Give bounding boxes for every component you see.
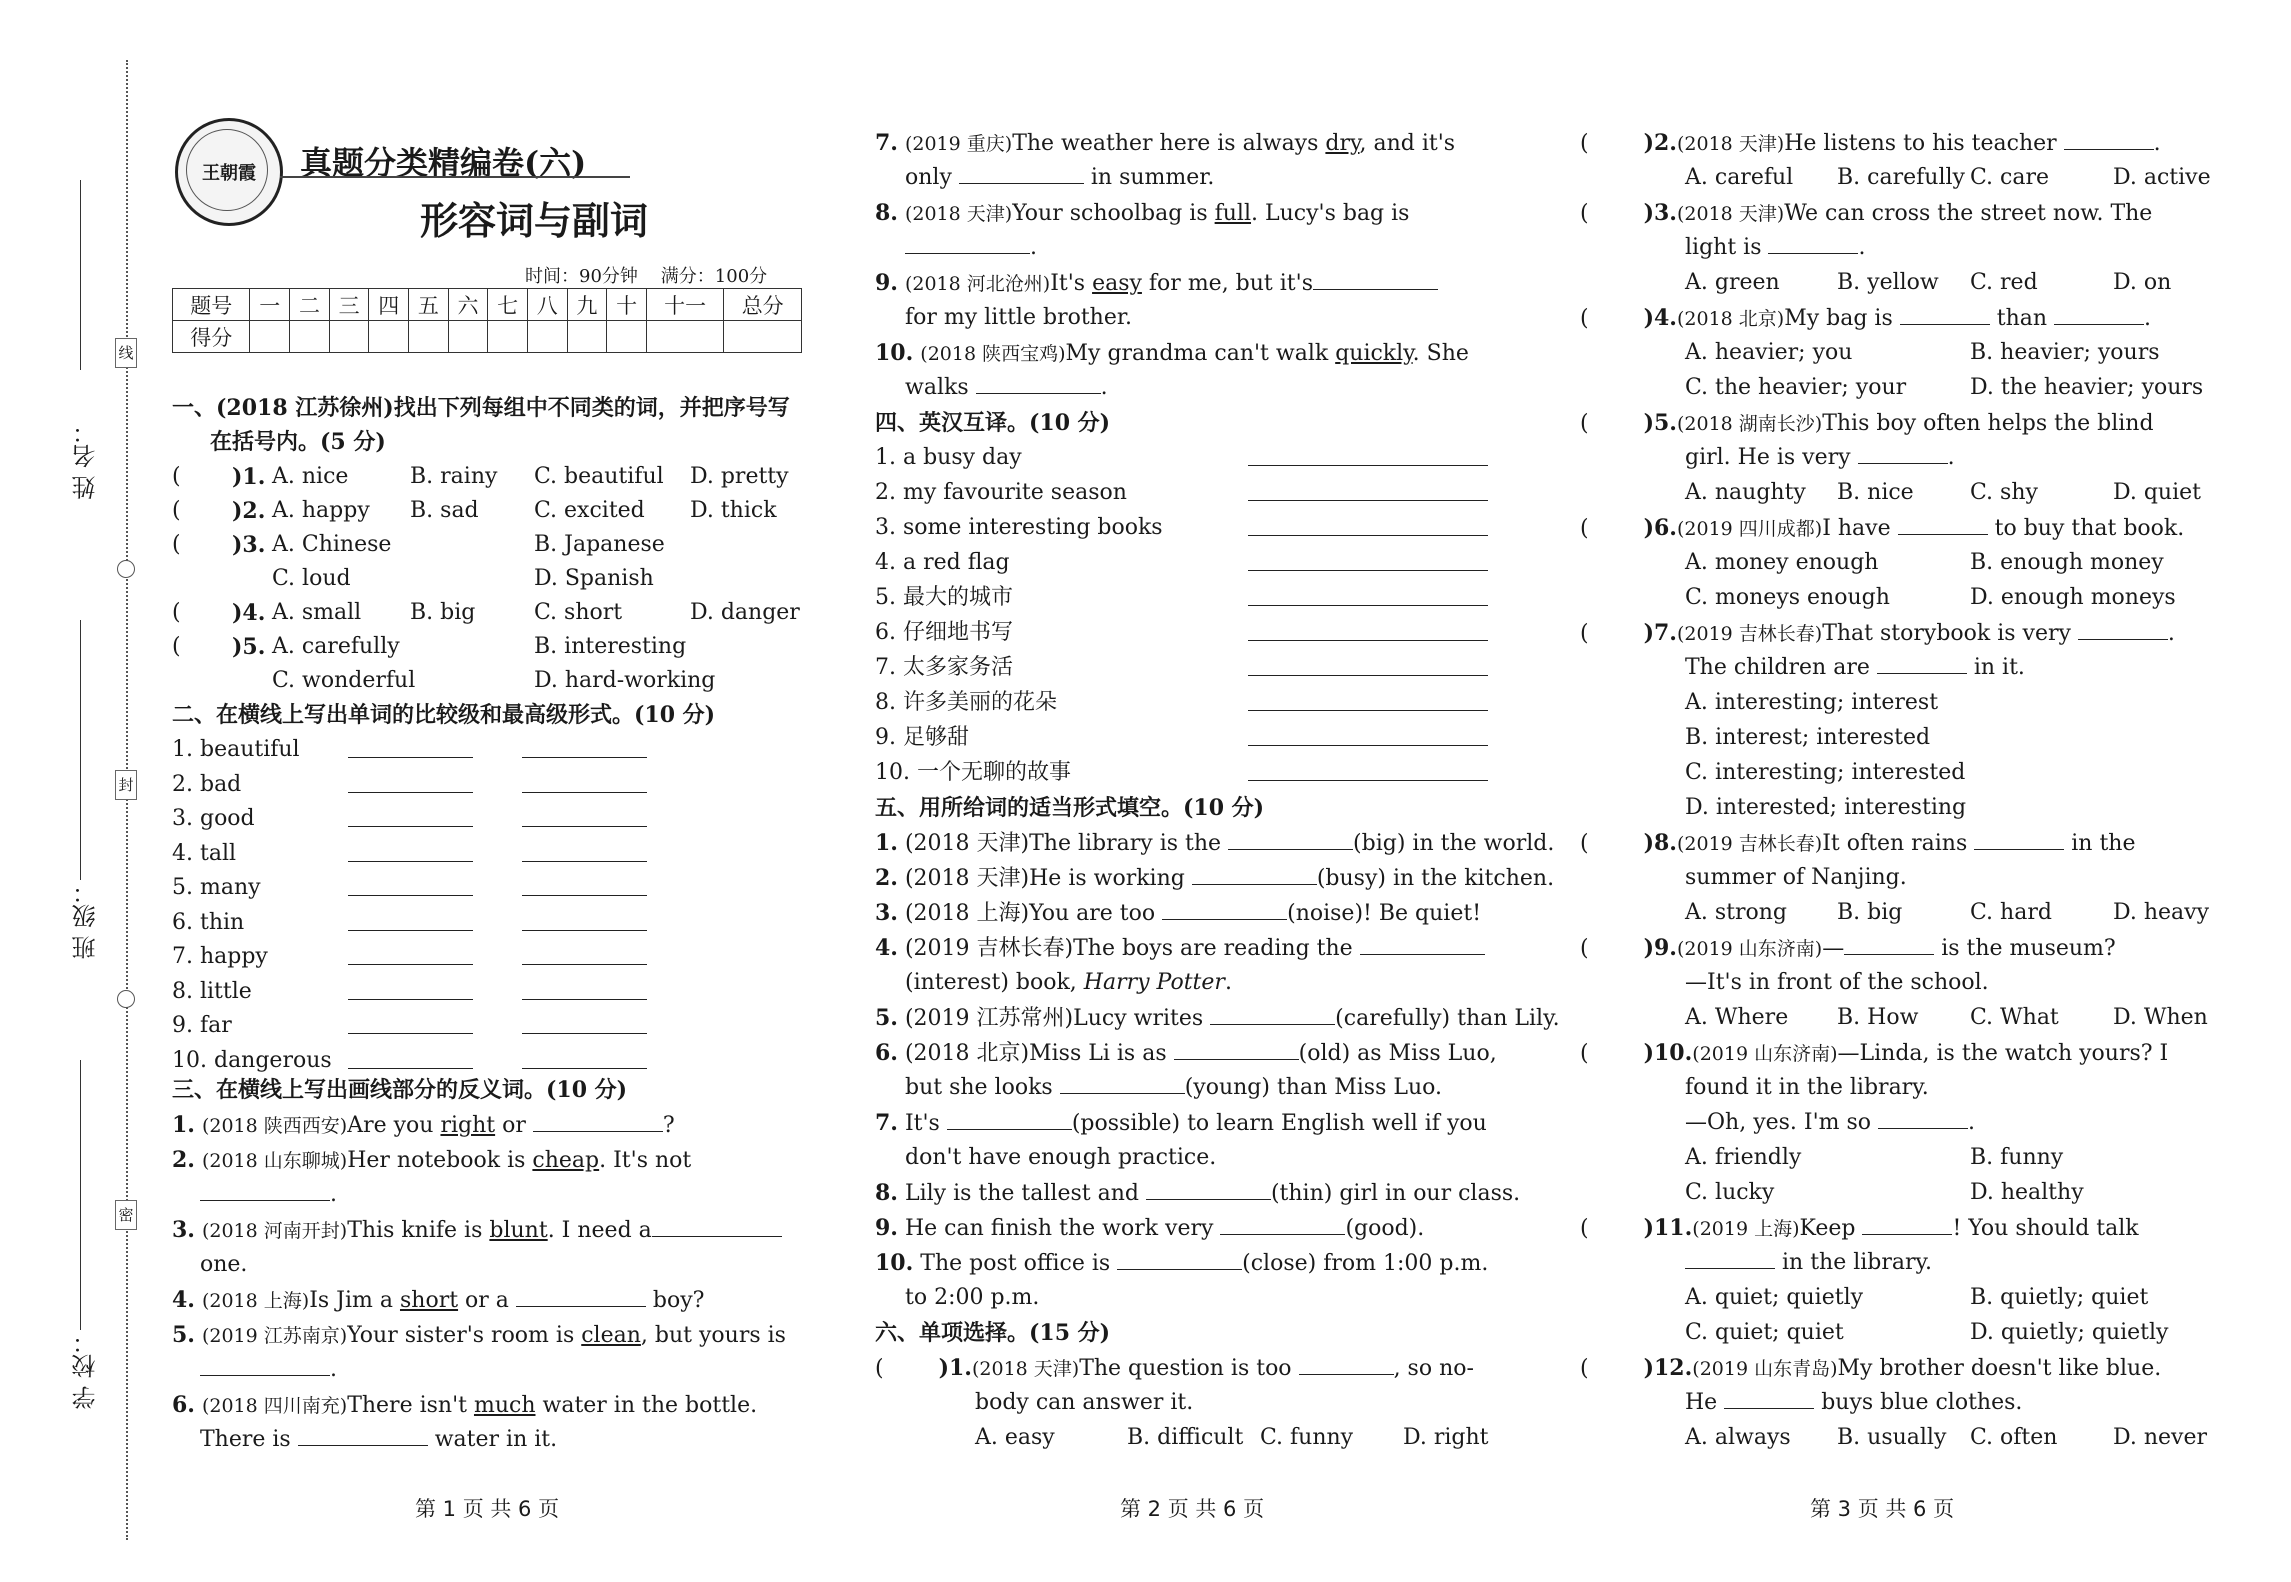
section1-heading-2: 在括号内。(5 分) (210, 429, 386, 455)
answer-blank[interactable] (1220, 1216, 1345, 1235)
page-title: 形容词与副词 (420, 199, 649, 243)
option[interactable]: A. money enough (1685, 550, 1879, 575)
s5-line: 10. The post office is (close) from 1:00 p.m. (875, 1250, 1489, 1276)
binding-dot-icon (117, 560, 135, 578)
answer-blank[interactable] (1174, 1041, 1299, 1060)
option-c[interactable]: C. What (1970, 1005, 2059, 1030)
score-header: 八 (527, 289, 567, 321)
score-cell[interactable] (724, 321, 802, 353)
p2-q10: 10. (2018 陕西宝鸡)My grandma can't walk quickly. She (875, 340, 1469, 366)
s5-line: 6. (2018 北京)Miss Li is as (old) as Miss Luo, (875, 1040, 1497, 1066)
answer-blank[interactable] (1228, 831, 1353, 850)
option[interactable]: C. the heavier; your (1685, 375, 1907, 400)
answer-blank[interactable] (200, 1357, 330, 1376)
s3-q1: 1. (2018 陕西西安)Are you right or ? (172, 1112, 675, 1138)
p2-q8: 8. (2018 天津)Your schoolbag is full. Lucy's bag is (875, 200, 1410, 226)
s6-question-line: girl. He is very . (1685, 445, 1955, 470)
s4-item: 5. 最大的城市 (875, 585, 1013, 610)
s6-question: ( )4.(2018 北京)My bag is than . (1580, 305, 2152, 331)
option-c[interactable]: C. hard (1970, 900, 2052, 925)
answer-blank[interactable] (2064, 131, 2154, 150)
answer-blank[interactable] (1192, 866, 1317, 885)
s3-q6-b: There is water in it. (200, 1427, 558, 1452)
option-a[interactable]: A. green (1685, 270, 1780, 295)
comparative-blank[interactable] (348, 930, 473, 931)
answer-blank[interactable] (2054, 306, 2144, 325)
binding-fields (60, 0, 120, 1582)
answer-blank[interactable] (1768, 235, 1858, 254)
comparative-blank[interactable] (348, 1068, 473, 1069)
s2-item: 9. far (172, 1013, 232, 1038)
answer-blank[interactable] (533, 1113, 663, 1132)
s5-line: 8. Lily is the tallest and (thin) girl in our class. (875, 1180, 1521, 1206)
option-a[interactable]: A. careful (1685, 165, 1794, 190)
s3-q4: 4. (2018 上海)Is Jim a short or a boy? (172, 1287, 705, 1313)
s4-item: 10. 一个无聊的故事 (875, 760, 1071, 785)
logo (175, 118, 283, 226)
option[interactable]: C. quiet; quiet (1685, 1320, 1844, 1345)
p2-q8-b: . (905, 233, 1037, 263)
option[interactable]: B. enough money (1970, 550, 2164, 575)
s6-question: ( )10.(2019 山东济南)—Linda, is the watch yours? I (1580, 1040, 2169, 1066)
option[interactable]: D. enough moneys (1970, 585, 2176, 610)
answer-blank[interactable] (1313, 271, 1438, 290)
series-title: 真题分类精编卷(六) (300, 144, 587, 182)
s6-question-line: The children are in it. (1685, 655, 2025, 680)
page-number-1: 第 1 页 共 6 页 (415, 1497, 560, 1521)
translation-blank[interactable] (1248, 710, 1488, 711)
superlative-blank[interactable] (522, 861, 647, 862)
translation-blank[interactable] (1248, 605, 1488, 606)
option-c[interactable]: C. shy (1970, 480, 2038, 505)
option[interactable]: D. interested; interesting (1685, 795, 1967, 820)
option[interactable]: A. heavier; you (1685, 340, 1853, 365)
answer-blank[interactable] (1299, 1356, 1394, 1375)
answer-blank[interactable] (1146, 1181, 1271, 1200)
s5-line: 5. (2019 江苏常州)Lucy writes (carefully) than Lily. (875, 1005, 1560, 1031)
answer-blank[interactable] (652, 1218, 782, 1237)
answer-blank[interactable] (1162, 901, 1287, 920)
option-a[interactable]: A. Where (1685, 1005, 1789, 1030)
translation-blank[interactable] (1248, 780, 1488, 781)
translation-blank[interactable] (1248, 675, 1488, 676)
superlative-blank[interactable] (522, 895, 647, 896)
binding-line (126, 60, 128, 1540)
comparative-blank[interactable] (348, 792, 473, 793)
answer-blank[interactable] (1974, 831, 2064, 850)
answer-blank[interactable] (1844, 936, 1934, 955)
option[interactable]: C. lucky (1685, 1180, 1775, 1205)
score-cell[interactable] (250, 321, 290, 353)
s4-item: 2. my favourite season (875, 480, 1127, 505)
answer-blank[interactable] (1117, 1251, 1242, 1270)
option[interactable]: D. the heavier; yours (1970, 375, 2204, 400)
option[interactable]: D. quietly; quietly (1970, 1320, 2169, 1345)
s3-q2-b: . (200, 1180, 337, 1210)
superlative-blank[interactable] (522, 792, 647, 793)
class-label: 班 级： (72, 880, 100, 960)
superlative-blank[interactable] (522, 1068, 647, 1069)
s5-line: 1. (2018 天津)The library is the (big) in the world. (875, 830, 1555, 856)
s5-line: don't have enough practice. (905, 1145, 1217, 1170)
s3-q3-b: one. (200, 1252, 248, 1277)
s3-q6: 6. (2018 四川南充)There isn't much water in the bottle. (172, 1392, 758, 1418)
s6-question: ( )2.(2018 天津)He listens to his teacher . (1580, 130, 2161, 156)
answer-blank[interactable] (947, 1111, 1072, 1130)
score-header: 题号 (173, 289, 250, 321)
s6-question: ( )7.(2019 吉林长春)That storybook is very . (1580, 620, 2175, 646)
option[interactable]: D. healthy (1970, 1180, 2084, 1205)
s2-item: 2. bad (172, 771, 242, 797)
section6-heading: 六、单项选择。(15 分) (875, 1320, 1111, 1346)
score-header: 七 (488, 289, 528, 321)
seal-line-tag: 线 (115, 338, 137, 368)
superlative-blank[interactable] (522, 826, 647, 827)
option-c[interactable]: C. care (1970, 165, 2050, 190)
option[interactable]: B. interest; interested (1685, 725, 1931, 750)
superlative-blank[interactable] (522, 1033, 647, 1034)
answer-blank[interactable] (1685, 1250, 1775, 1269)
s6-question-line: summer of Nanjing. (1685, 865, 1907, 890)
score-cell[interactable] (448, 321, 488, 353)
answer-blank[interactable] (1900, 306, 1990, 325)
score-header: 十 (607, 289, 647, 321)
s5-line: (interest) book, Harry Potter. (905, 970, 1232, 995)
answer-blank[interactable] (959, 165, 1084, 184)
option-a[interactable]: A. always (1685, 1425, 1791, 1450)
title-underline (280, 176, 630, 178)
s5-line: 4. (2019 吉林长春)The boys are reading the (875, 933, 1485, 964)
s3-q5: 5. (2019 江苏南京)Your sister's room is clean, but yours is (172, 1322, 786, 1348)
option[interactable]: B. heavier; yours (1970, 340, 2160, 365)
superlative-blank[interactable] (522, 999, 647, 1000)
answer-blank[interactable] (200, 1182, 330, 1201)
s6-question-line: —Oh, yes. I'm so . (1685, 1110, 1976, 1135)
s2-item: 7. happy (172, 944, 268, 969)
s6-q1: ( )1.(2018 天津)The question is too , so no- (875, 1355, 1474, 1381)
score-header: 二 (290, 289, 330, 321)
score-header: 五 (409, 289, 449, 321)
score-header: 总分 (724, 289, 802, 321)
s3-q3: 3. (2018 河南开封)This knife is blunt. I need a (172, 1215, 782, 1246)
option-b[interactable]: B. carefully (1837, 165, 1965, 190)
option-a[interactable]: A. naughty (1685, 480, 1806, 505)
s4-item: 8. 许多美丽的花朵 (875, 690, 1057, 715)
s2-item: 6. thin (172, 909, 245, 935)
name-label: 姓 名： (72, 420, 100, 500)
s4-item: 1. a busy day (875, 445, 1022, 470)
option[interactable]: A. friendly (1685, 1145, 1802, 1170)
option-d[interactable]: D. quiet (2113, 480, 2201, 505)
s2-item: 1. beautiful (172, 737, 300, 762)
score-cell[interactable] (488, 321, 528, 353)
option-c[interactable]: C. red (1970, 270, 2038, 295)
option-a[interactable]: A. strong (1685, 900, 1788, 925)
s3-q5-b: . (200, 1355, 337, 1385)
s5-line: to 2:00 p.m. (905, 1285, 1040, 1310)
s5-line: 7. It's (possible) to learn English well if you (875, 1110, 1487, 1136)
s4-item: 6. 仔细地书写 (875, 620, 1013, 645)
page-number-2: 第 2 页 共 6 页 (1120, 1497, 1265, 1521)
s6-question: ( )3.(2018 天津)We can cross the street now. The (1580, 200, 2153, 226)
s2-item: 10. dangerous (172, 1047, 332, 1073)
answer-blank[interactable] (516, 1288, 646, 1307)
page-number-3: 第 3 页 共 6 页 (1810, 1497, 1955, 1521)
score-label: 得分 (173, 321, 250, 353)
superlative-blank[interactable] (522, 964, 647, 965)
answer-blank[interactable] (1878, 1110, 1968, 1129)
s5-line: 3. (2018 上海)You are too (noise)! Be quiet! (875, 900, 1482, 926)
translation-blank[interactable] (1248, 465, 1488, 466)
score-cell[interactable] (290, 321, 330, 353)
answer-blank[interactable] (1060, 1075, 1185, 1094)
option-d[interactable]: D. on (2113, 270, 2172, 295)
comparative-blank[interactable] (348, 999, 473, 1000)
comparative-blank[interactable] (348, 861, 473, 862)
s4-item: 7. 太多家务活 (875, 655, 1013, 680)
s2-item: 5. many (172, 875, 261, 900)
translation-blank[interactable] (1248, 640, 1488, 641)
s6-question-line: —It's in front of the school. (1685, 970, 1989, 995)
comparative-blank[interactable] (348, 826, 473, 827)
option-b[interactable]: B. usually (1837, 1425, 1947, 1450)
score-cell[interactable] (329, 321, 369, 353)
score-cell[interactable] (646, 321, 723, 353)
option-d[interactable]: D. active (2113, 165, 2211, 190)
option-d[interactable]: D. never (2113, 1425, 2207, 1450)
score-header: 六 (448, 289, 488, 321)
answer-blank[interactable] (905, 235, 1030, 254)
p2-q10-b: walks . (905, 375, 1108, 400)
s6-question-line: in the library. (1685, 1248, 1932, 1278)
option[interactable]: A. interesting; interest (1685, 690, 1939, 715)
s6-question-line: found it in the library. (1685, 1075, 1929, 1100)
score-cell[interactable] (527, 321, 567, 353)
s5-line: 2. (2018 天津)He is working (busy) in the kitchen. (875, 865, 1555, 891)
translation-blank[interactable] (1248, 570, 1488, 571)
score-header: 三 (329, 289, 369, 321)
option[interactable]: C. interesting; interested (1685, 760, 1966, 785)
p2-q7: 7. (2019 重庆)The weather here is always dry, and it's (875, 130, 1456, 156)
s4-item: 3. some interesting books (875, 515, 1163, 540)
answer-blank[interactable] (1862, 1216, 1952, 1235)
s5-line: but she looks (young) than Miss Luo. (905, 1075, 1443, 1100)
answer-blank[interactable] (1898, 516, 1988, 535)
option-b[interactable]: B. nice (1837, 480, 1914, 505)
s3-q2: 2. (2018 山东聊城)Her notebook is cheap. It's not (172, 1147, 692, 1173)
score-table (172, 288, 802, 353)
s6-question-line: He buys blue clothes. (1685, 1390, 2023, 1415)
section5-heading: 五、用所给词的适当形式填空。(10 分) (875, 795, 1265, 821)
s4-item: 4. a red flag (875, 550, 1010, 575)
section3-heading: 三、在横线上写出画线部分的反义词。(10 分) (172, 1077, 628, 1103)
section4-heading: 四、英汉互译。(10 分) (875, 410, 1111, 436)
answer-blank[interactable] (298, 1427, 428, 1446)
p2-q7-b: only in summer. (905, 165, 1215, 190)
seal-secret-tag: 密 (115, 1200, 137, 1230)
score-cell[interactable] (567, 321, 607, 353)
s6-question: ( )6.(2019 四川成都)I have to buy that book. (1580, 515, 2185, 541)
option-d[interactable]: D. heavy (2113, 900, 2210, 925)
s6-question: ( )12.(2019 山东青岛)My brother doesn't like blue. (1580, 1355, 2162, 1381)
score-header: 四 (369, 289, 409, 321)
p2-q9-b: for my little brother. (905, 305, 1132, 330)
s5-line: 9. He can finish the work very (good). (875, 1215, 1425, 1241)
answer-blank[interactable] (1210, 1006, 1335, 1025)
school-label: 学 校： (72, 1330, 100, 1410)
s2-item: 3. good (172, 806, 255, 831)
comparative-blank[interactable] (348, 1033, 473, 1034)
translation-blank[interactable] (1248, 535, 1488, 536)
score-header: 一 (250, 289, 290, 321)
superlative-blank[interactable] (522, 930, 647, 931)
comparative-blank[interactable] (348, 895, 473, 896)
score-cell[interactable] (369, 321, 409, 353)
s6-question: ( )11.(2019 上海)Keep ! You should talk (1580, 1215, 2139, 1241)
comparative-blank[interactable] (348, 757, 473, 758)
score-cell[interactable] (607, 321, 647, 353)
comparative-blank[interactable] (348, 964, 473, 965)
option[interactable]: B. funny (1970, 1145, 2064, 1170)
s4-item: 9. 足够甜 (875, 725, 969, 750)
option[interactable]: A. quiet; quietly (1685, 1285, 1864, 1310)
section1-heading: 一、(2018 江苏徐州)找出下列每组中不同类的词，并把序号写 (172, 395, 790, 421)
s6-question: ( )8.(2019 吉林长春)It often rains in the (1580, 830, 2136, 856)
answer-blank[interactable] (1724, 1390, 1814, 1409)
score-header: 十一 (646, 289, 723, 321)
answer-blank[interactable] (1877, 655, 1967, 674)
option-d[interactable]: D. When (2113, 1005, 2208, 1030)
score-header: 九 (567, 289, 607, 321)
answer-blank[interactable] (2078, 621, 2168, 640)
s6-question: ( )9.(2019 山东济南)— is the museum? (1580, 935, 2116, 961)
binding-dot-icon (117, 990, 135, 1008)
s2-item: 4. tall (172, 840, 237, 866)
option-b[interactable]: B. yellow (1837, 270, 1939, 295)
option[interactable]: C. moneys enough (1685, 585, 1890, 610)
option-c[interactable]: C. often (1970, 1425, 2058, 1450)
exam-meta: 时间：90分钟 满分：100分 (525, 266, 768, 287)
option-b[interactable]: B. How (1837, 1005, 1919, 1030)
p2-q9: 9. (2018 河北沧州)It's easy for me, but it's (875, 268, 1438, 299)
seal-seal-tag: 封 (115, 770, 137, 800)
s2-item: 8. little (172, 978, 252, 1004)
superlative-blank[interactable] (522, 757, 647, 758)
s6-q1-b: body can answer it. (975, 1390, 1194, 1415)
section2-heading: 二、在横线上写出单词的比较级和最高级形式。(10 分) (172, 702, 716, 728)
translation-blank[interactable] (1248, 500, 1488, 501)
s6-question: ( )5.(2018 湖南长沙)This boy often helps the blind (1580, 410, 2154, 436)
s6-question-line: light is . (1685, 235, 1866, 260)
score-cell[interactable] (409, 321, 449, 353)
answer-blank[interactable] (1360, 936, 1485, 955)
logo-text: 王朝霞 (202, 163, 256, 184)
option[interactable]: B. quietly; quiet (1970, 1285, 2149, 1310)
option-b[interactable]: B. big (1837, 900, 1903, 925)
translation-blank[interactable] (1248, 745, 1488, 746)
answer-blank[interactable] (1858, 445, 1948, 464)
answer-blank[interactable] (976, 375, 1101, 394)
